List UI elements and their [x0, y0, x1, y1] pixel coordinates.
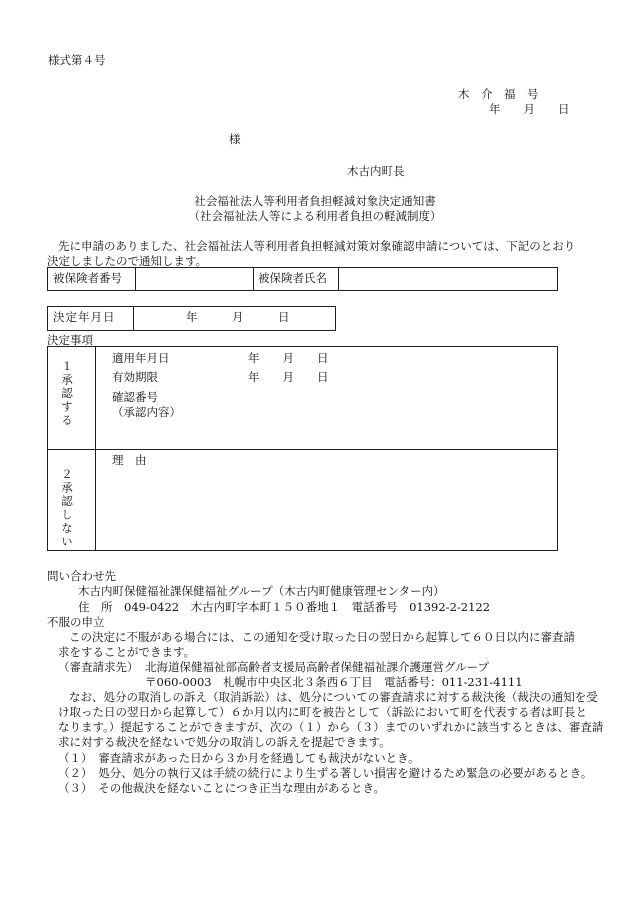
form-number: 様式第４号: [48, 53, 106, 67]
approve-side-label: １承認する: [60, 360, 74, 428]
document-title: 社会福祉法人等利用者負担軽減対象決定通知書: [194, 194, 436, 208]
contact-heading: 問い合わせ先: [47, 569, 116, 583]
apply-date-label: 適用年月日: [112, 351, 170, 365]
appeal-paragraph-1-line-1: この決定に不服がある場合には、この通知を受け取った日の翌日から起算して６０日以内に審査請: [69, 630, 575, 644]
appeal-destination-name: 北海道保健福祉部高齢者支援局高齢者保健福祉課介護運営グループ: [145, 660, 490, 674]
contact-address: 049-0422 木古内町字本町１５０番地１ 電話番号 01392-2-2122: [124, 600, 491, 614]
appeal-condition-3: （３） その他裁決を経ないことにつき正当な理由があるとき。: [58, 781, 386, 795]
insured-name-label: 被保険者氏名: [258, 271, 327, 285]
appeal-destination-address: 〒060-0003 札幌市中央区北３条西６丁目 電話番号：011-231-4111: [145, 675, 523, 689]
appeal-condition-1: （１） 審査請求があった日から３か月を経過しても裁決がないとき。: [58, 751, 420, 765]
decision-date-value: 年 月 日: [186, 310, 290, 324]
disapprove-side-label: ２承認しない: [60, 468, 74, 549]
valid-until-value: 年 月 日: [248, 370, 329, 384]
issue-date: 年 月 日: [489, 102, 570, 116]
insured-number-label: 被保険者番号: [53, 271, 122, 285]
appeal-condition-2: （２） 処分、処分の執行又は手続の続行により生ずる著しい損害を避けるため緊急の必要があるとき。: [58, 766, 593, 780]
appeal-paragraph-2-line-2: け取った日の翌日から起算して）６か月以内に町を被告として（訴訟において町を代表する者は町長と: [58, 705, 587, 719]
appeal-destination-label: （審査請求先）: [58, 660, 139, 674]
document-subtitle: （社会福祉法人等による利用者負担の軽減制度）: [188, 209, 442, 223]
confirm-number-label: 確認番号: [112, 390, 158, 404]
appeal-paragraph-2-line-4: 求に対する裁決を経ないで処分の取消しの訴えを提起できます。: [58, 735, 391, 749]
appeal-paragraph-1-line-2: 求をすることができます。: [58, 645, 196, 659]
addressee-suffix: 様: [229, 132, 241, 146]
valid-until-label: 有効期限: [112, 370, 158, 384]
intro-line-2: 決定しましたので通知します。: [47, 254, 208, 268]
reason-label: 理 由: [112, 453, 147, 467]
appeal-heading: 不服の申立: [47, 615, 105, 629]
contact-office: 木古内町保健福祉課保健福祉グループ（木古内町健康管理センター内）: [78, 584, 445, 598]
issuer-name: 木古内町長: [347, 164, 405, 178]
contact-address-label: 住 所: [78, 600, 113, 614]
apply-date-value: 年 月 日: [248, 351, 329, 365]
appeal-paragraph-2-line-3: なります。）提起することができますが、次の（１）から（３）までのいずれかに該当するときは、審査請: [58, 720, 604, 734]
decision-date-label: 決定年月日: [53, 310, 116, 324]
intro-line-1: 先に申請のありました、社会福祉法人等利用者負担軽減対策対象確認申請については、下記のとおり: [58, 239, 576, 253]
document-number: 木 介 福 号: [458, 87, 539, 101]
appeal-paragraph-2-line-1: なお、処分の取消しの訴え（取消訴訟）は、処分についての審査請求に対する裁決後（裁決の通知を受: [69, 690, 598, 704]
confirm-content-label: （承認内容）: [112, 405, 181, 419]
decision-items-label: 決定事項: [47, 333, 93, 347]
